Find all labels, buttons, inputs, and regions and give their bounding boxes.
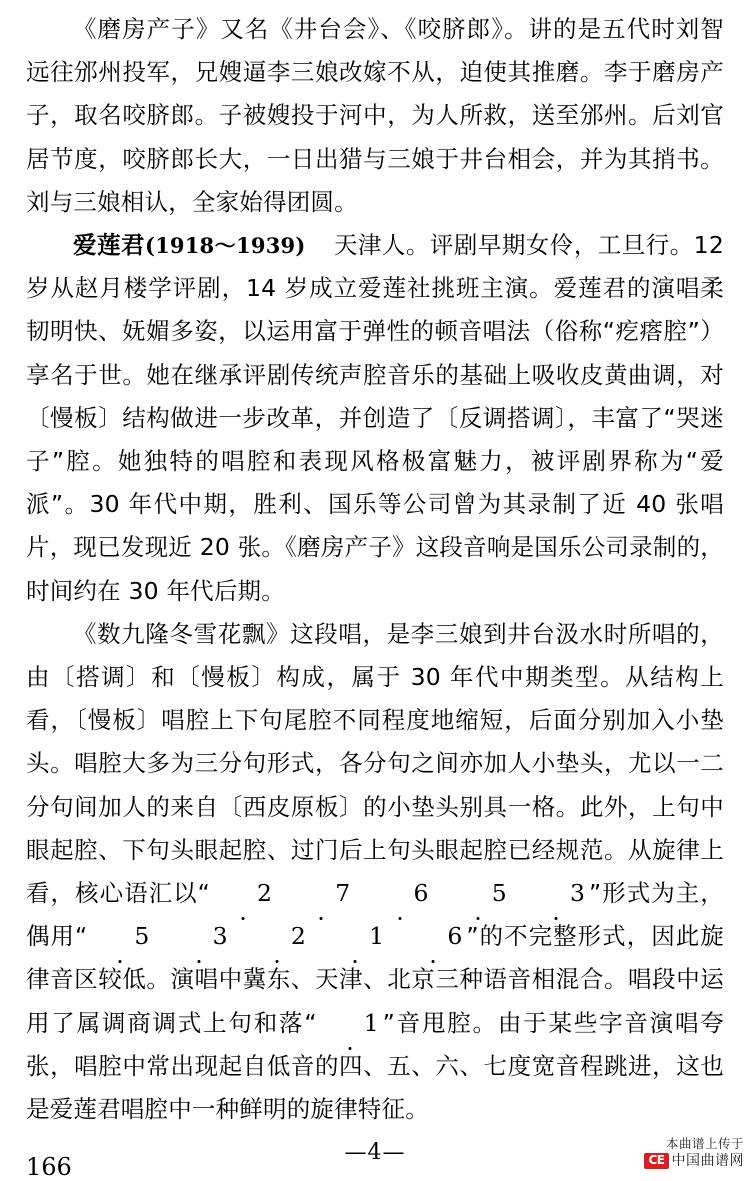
tone-sequence-secondary: 5 3 2 1 6 bbox=[87, 922, 466, 950]
paragraph-biography bbox=[26, 224, 724, 613]
artist-lifespan: (1918～1939) bbox=[144, 233, 306, 259]
analysis-text-part4: ”音甩腔。由于某些字音演唱夸张，唱腔中常出现起自低音的四、五、六、七度宽音程跳进，这也是爱莲君唱腔中一种鲜明的旋律特征。 bbox=[26, 1008, 724, 1124]
paragraph-synopsis: 《磨房产子》又名《井台会》、《咬脐郎》。讲的是五代时刘智远往邠州投军，兄嫂逼李三娘改嫁不从，迫使其推磨。李于磨房产子，取名咬脐郎。子被嫂投于河中，为人所救，送至邠州。后刘官居节度，咬脐郎长大，一日出猎与三娘于井台相会，并为其捎书。刘与三娘相认，全家始得团圆。 bbox=[26, 15, 724, 216]
watermark-logo-icon: CE bbox=[644, 1153, 668, 1169]
watermark-caption: 本曲谱上传于 bbox=[665, 1135, 744, 1151]
watermark-site-name: 中国曲谱网 bbox=[671, 1152, 744, 1169]
biography-text: 天津人。评剧早期女伶，工旦行。12 岁从赵月楼学评剧，14 岁成立爱莲社挑班主演。爱莲君的演唱柔韧明快、妩媚多姿，以运用富于弹性的顿音唱法（俗称“疙瘩腔”）享名于世。她在继承评剧传统声腔音乐的基础上吸收皮黄曲调，对〔慢板〕结构做进一步改革，并创造了〔反调搭调〕，丰富了“哭迷子”腔。她独特的唱腔和表现风格极富魅力，被评剧界称为“爱派”。30 年代中期，胜利、国乐等公司曾为其录制了近 40 张唱片，现已发现近 20 张。《磨房产子》这段音响是国乐公司录制的，时间约在 30 年代后期。 bbox=[26, 231, 724, 605]
analysis-text-part1: 《数九隆冬雪花飘》这段唱，是李三娘到井台汲水时所唱的，由〔搭调〕和〔慢板〕构成，属于 30 年代中期类型。从结构上看，〔慢板〕唱腔上下句尾腔不同程度地缩短，后面分别加入小垫头。唱腔大多为三分句形式，各分句之间亦加人小垫头，尤以一二分句间加人的来自〔西皮原板〕的小垫头别具一格。此外，上句中眼起腔、下句头眼起腔、过门后上句头眼起腔已经规范。从旋律上看，核心语汇以“ bbox=[26, 619, 724, 908]
tone-sequence-cadence: 1 bbox=[317, 1009, 383, 1037]
artist-name: 爱莲君 bbox=[73, 231, 145, 260]
paragraph-analysis bbox=[26, 613, 724, 1131]
watermark-brand bbox=[644, 1153, 744, 1169]
watermark bbox=[644, 1137, 744, 1169]
analysis-text-part3: ”的不完整形式，因此旋律音区较低。演唱中冀东、天津、北京三种语音相混合。唱段中运用了属调商调式上句和落“ bbox=[26, 922, 724, 1037]
page-number-center: —4— bbox=[344, 1140, 406, 1165]
tone-sequence-primary: 2 7 6 5 3 bbox=[210, 879, 589, 907]
page-footer bbox=[0, 1123, 750, 1181]
analysis-text-part2: ”形式为主，偶用“ bbox=[26, 879, 724, 951]
page-number-left: 166 bbox=[26, 1153, 72, 1181]
